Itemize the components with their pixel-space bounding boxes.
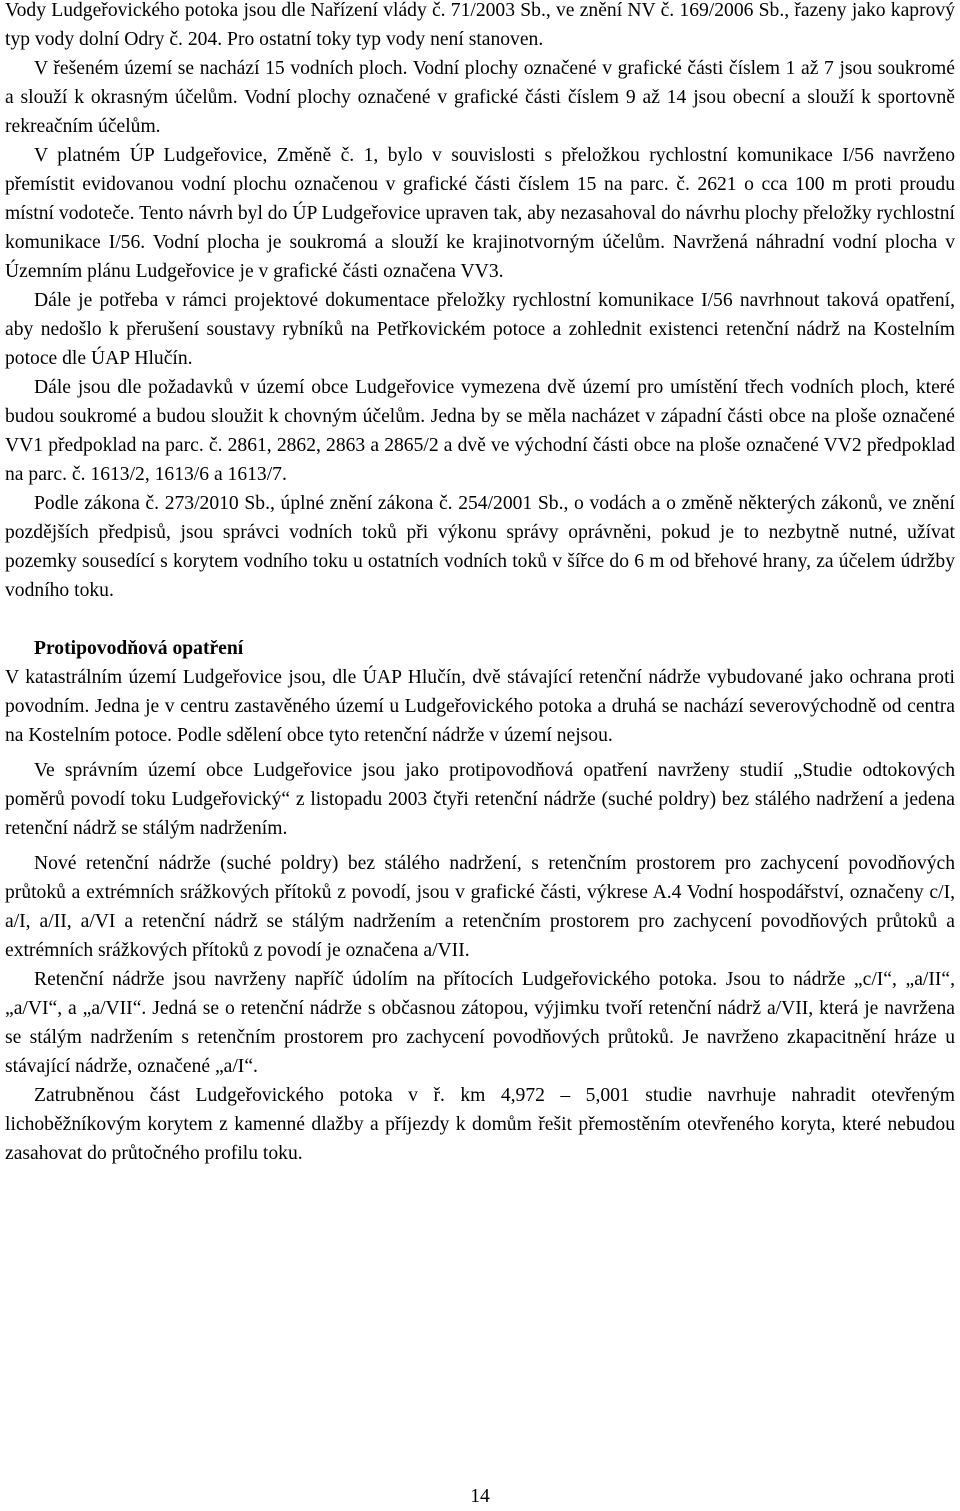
section-heading: Protipovodňová opatření — [34, 638, 244, 659]
document-page — [5, 0, 955, 1168]
section-spacer — [5, 605, 955, 634]
paragraph-flood-intro: V katastrálním území Ludgeřovice jsou, dle ÚAP Hlučín, dvě stávající retenční nádrže vybudované jako ochrana proti povodním. Jedna je v centru zastavěného území u Ludgeřovického potoka a druhá se nachází severovýchodně od centra na Kostelním potoce. Podle sdělení obce tyto retenční nádrže v území nejsou. — [5, 667, 955, 746]
paragraph-up-change: V platném ÚP Ludgeřovice, Změně č. 1, bylo v souvislosti s přeložkou rychlostní komunikace I/56 navrženo přemístit evidovanou vodní plochu označenou v grafické části číslem 15 na parc. č. 2621 o cca 100 m proti proudu místní vodoteče. Tento návrh byl do ÚP Ludgeřovice upraven tak, aby nezasahoval do návrhu plochy přeložky rychlostní komunikace I/56. Vodní plocha je soukromá a slouží ke krajinotvorným účelům. Navržená náhradní vodní plocha v Územním plánu Ludgeřovice je v grafické části označena VV3. — [5, 145, 955, 282]
paragraph-flood-culvert: Zatrubněnou část Ludgeřovického potoka v ř. km 4,972 – 5,001 studie navrhuje nahradit otevřeným lichoběžníkovým korytem z kamenné dlažby a příjezdy k domům řešit přemostěním otevřeného koryta, které nebudou zasahovat do průtočného profilu toku. — [5, 1085, 955, 1164]
page-number: 14 — [470, 1486, 490, 1507]
paragraph-new-ponds: Dále jsou dle požadavků v území obce Ludgeřovice vymezena dvě území pro umístění třech vodních ploch, které budou soukromé a budou sloužit k chovným účelům. Jedna by se měla nacházet v západní části obce na ploše označené VV1 předpoklad na parc. č. 2861, 2862, 2863 a 2865/2 a dvě ve východní části obce na ploše označené VV2 předpoklad na parc. č. 1613/2, 1613/6 a 1613/7. — [5, 377, 955, 485]
paragraph-water-type: Vody Ludgeřovického potoka jsou dle Nařízení vlády č. 71/2003 Sb., ve znění NV č. 169/2006 Sb., řazeny jako kaprový typ vody dolní Odry č. 204. Pro ostatní toky typ vody není stanoven. — [5, 0, 955, 50]
paragraph-water-areas: V řešeném území se nachází 15 vodních ploch. Vodní plochy označené v grafické části číslem 1 až 7 jsou soukromé a slouží k okrasným účelům. Vodní plochy označené v grafické části číslem 9 až 14 jsou obecní a slouží k sportovně rekreačním účelům. — [5, 58, 955, 137]
paragraph-flood-new-reservoirs: Nové retenční nádrže (suché poldry) bez stálého nadržení, s retenčním prostorem pro zachycení povodňových průtoků a extrémních srážkových přítoků z povodí, jsou v grafické části, výkrese A.4 Vodní hospodářství, označeny c/I, a/I, a/II, a/VI a retenční nádrž se stálým nadržením a retenčním prostorem pro zachycení povodňových průtoků a extrémních srážkových přítoků z povodí je označena a/VII. — [5, 853, 955, 961]
paragraph-flood-reservoir-list: Retenční nádrže jsou navrženy napříč údolím na přítocích Ludgeřovického potoka. Jsou to nádrže „c/I“, „a/II“, „a/VI“, a „a/VII“. Jedná se o retenční nádrže s občasnou zátopou, výjimku tvoří retenční nádrž a/VII, která je navržena se stálým nadržením s retenčním prostorem pro zachycení povodňových průtoků. Je navrženo zkapacitnění hráze u stávající nádrže, označené „a/I“. — [5, 969, 955, 1077]
paragraph-flood-study: Ve správním území obce Ludgeřovice jsou jako protipovodňová opatření navrženy studií „Studie odtokových poměrů povodí toku Ludgeřovický“ z listopadu 2003 čtyři retenční nádrže (suché poldry) bez stálého nadržení a jedena retenční nádrž se stálým nadržením. — [5, 760, 955, 839]
paragraph-road-measures: Dále je potřeba v rámci projektové dokumentace přeložky rychlostní komunikace I/56 navrhnout taková opatření, aby nedošlo k přerušení soustavy rybníků na Petřkovickém potoce a zohlednit existenci retenční nádrž na Kostelním potoce dle ÚAP Hlučín. — [5, 290, 955, 369]
paragraph-water-law: Podle zákona č. 273/2010 Sb., úplné znění zákona č. 254/2001 Sb., o vodách a o změně některých zákonů, ve znění pozdějších předpisů, jsou správci vodních toků při výkonu správy oprávněni, pokud je to nezbytně nutné, užívat pozemky sousedící s korytem vodního toku u ostatních vodních toků v šířce do 6 m od břehové hrany, za účelem údržby vodního toku. — [5, 493, 955, 601]
